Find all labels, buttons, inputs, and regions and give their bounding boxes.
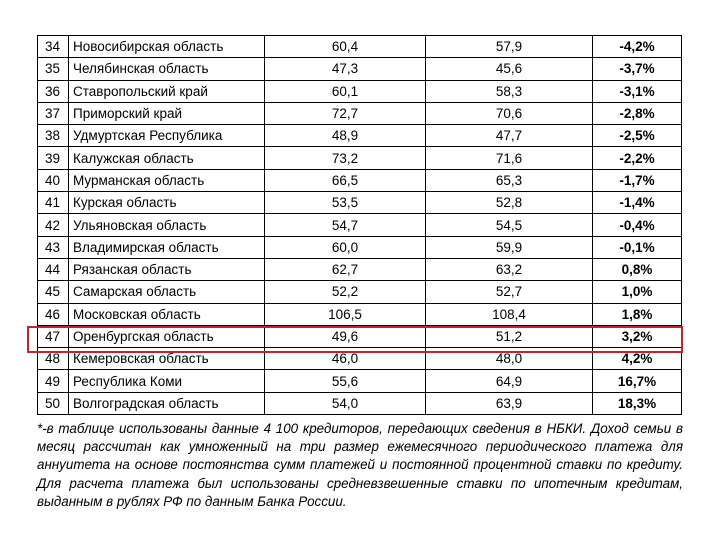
value-second: 58,3 [426,80,593,102]
footnote [37,420,683,511]
value-second: 71,6 [426,147,593,169]
table-row [38,125,682,147]
change-percent: -1,4% [593,192,682,214]
change-percent: 1,0% [593,281,682,303]
change-percent: -2,2% [593,147,682,169]
change-percent: -0,4% [593,214,682,236]
table-row [38,281,682,303]
change-percent: -2,8% [593,102,682,124]
region-name: Московская область [69,303,265,325]
value-first: 73,2 [265,147,426,169]
region-name: Ульяновская область [69,214,265,236]
region-name: Калужская область [69,147,265,169]
table-row [38,370,682,392]
row-number: 50 [38,392,69,414]
value-second: 51,2 [426,325,593,347]
region-name: Владимирская область [69,236,265,258]
table-row [38,80,682,102]
value-first: 66,5 [265,169,426,191]
value-second: 52,8 [426,192,593,214]
change-percent: 16,7% [593,370,682,392]
row-number: 46 [38,303,69,325]
change-percent: -4,2% [593,36,682,58]
value-second: 65,3 [426,169,593,191]
value-second: 54,5 [426,214,593,236]
region-name: Оренбургская область [69,325,265,347]
value-first: 49,6 [265,325,426,347]
change-percent: 3,2% [593,325,682,347]
value-second: 63,2 [426,258,593,280]
row-number: 35 [38,58,69,80]
row-number: 44 [38,258,69,280]
value-first: 52,2 [265,281,426,303]
value-second: 63,9 [426,392,593,414]
value-first: 60,1 [265,80,426,102]
region-name: Рязанская область [69,258,265,280]
change-percent: 18,3% [593,392,682,414]
table-row [38,102,682,124]
value-first: 106,5 [265,303,426,325]
change-percent: 4,2% [593,348,682,370]
table-row [38,258,682,280]
region-name: Новосибирская область [69,36,265,58]
value-second: 64,9 [426,370,593,392]
change-percent: -3,1% [593,80,682,102]
value-first: 47,3 [265,58,426,80]
value-first: 48,9 [265,125,426,147]
change-percent: -1,7% [593,169,682,191]
region-name: Самарская область [69,281,265,303]
regions-table [37,35,682,415]
value-first: 53,5 [265,192,426,214]
change-percent: -0,1% [593,236,682,258]
row-number: 43 [38,236,69,258]
value-second: 70,6 [426,102,593,124]
value-first: 72,7 [265,102,426,124]
row-number: 47 [38,325,69,347]
table-body [38,36,682,415]
value-second: 47,7 [426,125,593,147]
region-name: Ставропольский край [69,80,265,102]
table-row [38,147,682,169]
row-number: 42 [38,214,69,236]
value-first: 60,4 [265,36,426,58]
value-first: 54,0 [265,392,426,414]
table-row [38,348,682,370]
value-second: 57,9 [426,36,593,58]
change-percent: 0,8% [593,258,682,280]
footnote-text: *-в таблице использованы данные 4 100 кредиторов, передающих сведения в НБКИ. Доход семьи в месяц рассчитан как умноженный на три размер ежемесячного периодического платежа для аннуитета на основе постоянства сумм платежей и постоянной процентной ставки по кредиту. Для расчета платежа был использованы средневзвешенные ставки по ипотечным кредитам, выданным в рублях РФ по данным Банка России. [37,421,683,509]
region-name: Челябинская область [69,58,265,80]
region-name: Мурманская область [69,169,265,191]
region-name: Республика Коми [69,370,265,392]
row-number: 34 [38,36,69,58]
region-name: Волгоградская область [69,392,265,414]
table-row [38,392,682,414]
value-second: 45,6 [426,58,593,80]
change-percent: 1,8% [593,303,682,325]
region-name: Кемеровская область [69,348,265,370]
row-number: 40 [38,169,69,191]
table-row [38,58,682,80]
value-second: 108,4 [426,303,593,325]
table-row [38,169,682,191]
value-first: 54,7 [265,214,426,236]
change-percent: -2,5% [593,125,682,147]
table-row [38,214,682,236]
value-second: 52,7 [426,281,593,303]
row-number: 36 [38,80,69,102]
table-row [38,36,682,58]
value-second: 59,9 [426,236,593,258]
table-row [38,192,682,214]
value-first: 62,7 [265,258,426,280]
row-number: 38 [38,125,69,147]
value-first: 55,6 [265,370,426,392]
value-first: 60,0 [265,236,426,258]
row-number: 39 [38,147,69,169]
change-percent: -3,7% [593,58,682,80]
row-number: 37 [38,102,69,124]
region-name: Удмуртская Республика [69,125,265,147]
table-row [38,303,682,325]
table-row [38,236,682,258]
value-first: 46,0 [265,348,426,370]
row-number: 48 [38,348,69,370]
table-row [38,325,682,347]
row-number: 49 [38,370,69,392]
region-name: Курская область [69,192,265,214]
regions-table-container [37,35,681,415]
region-name: Приморский край [69,102,265,124]
value-second: 48,0 [426,348,593,370]
row-number: 45 [38,281,69,303]
row-number: 41 [38,192,69,214]
